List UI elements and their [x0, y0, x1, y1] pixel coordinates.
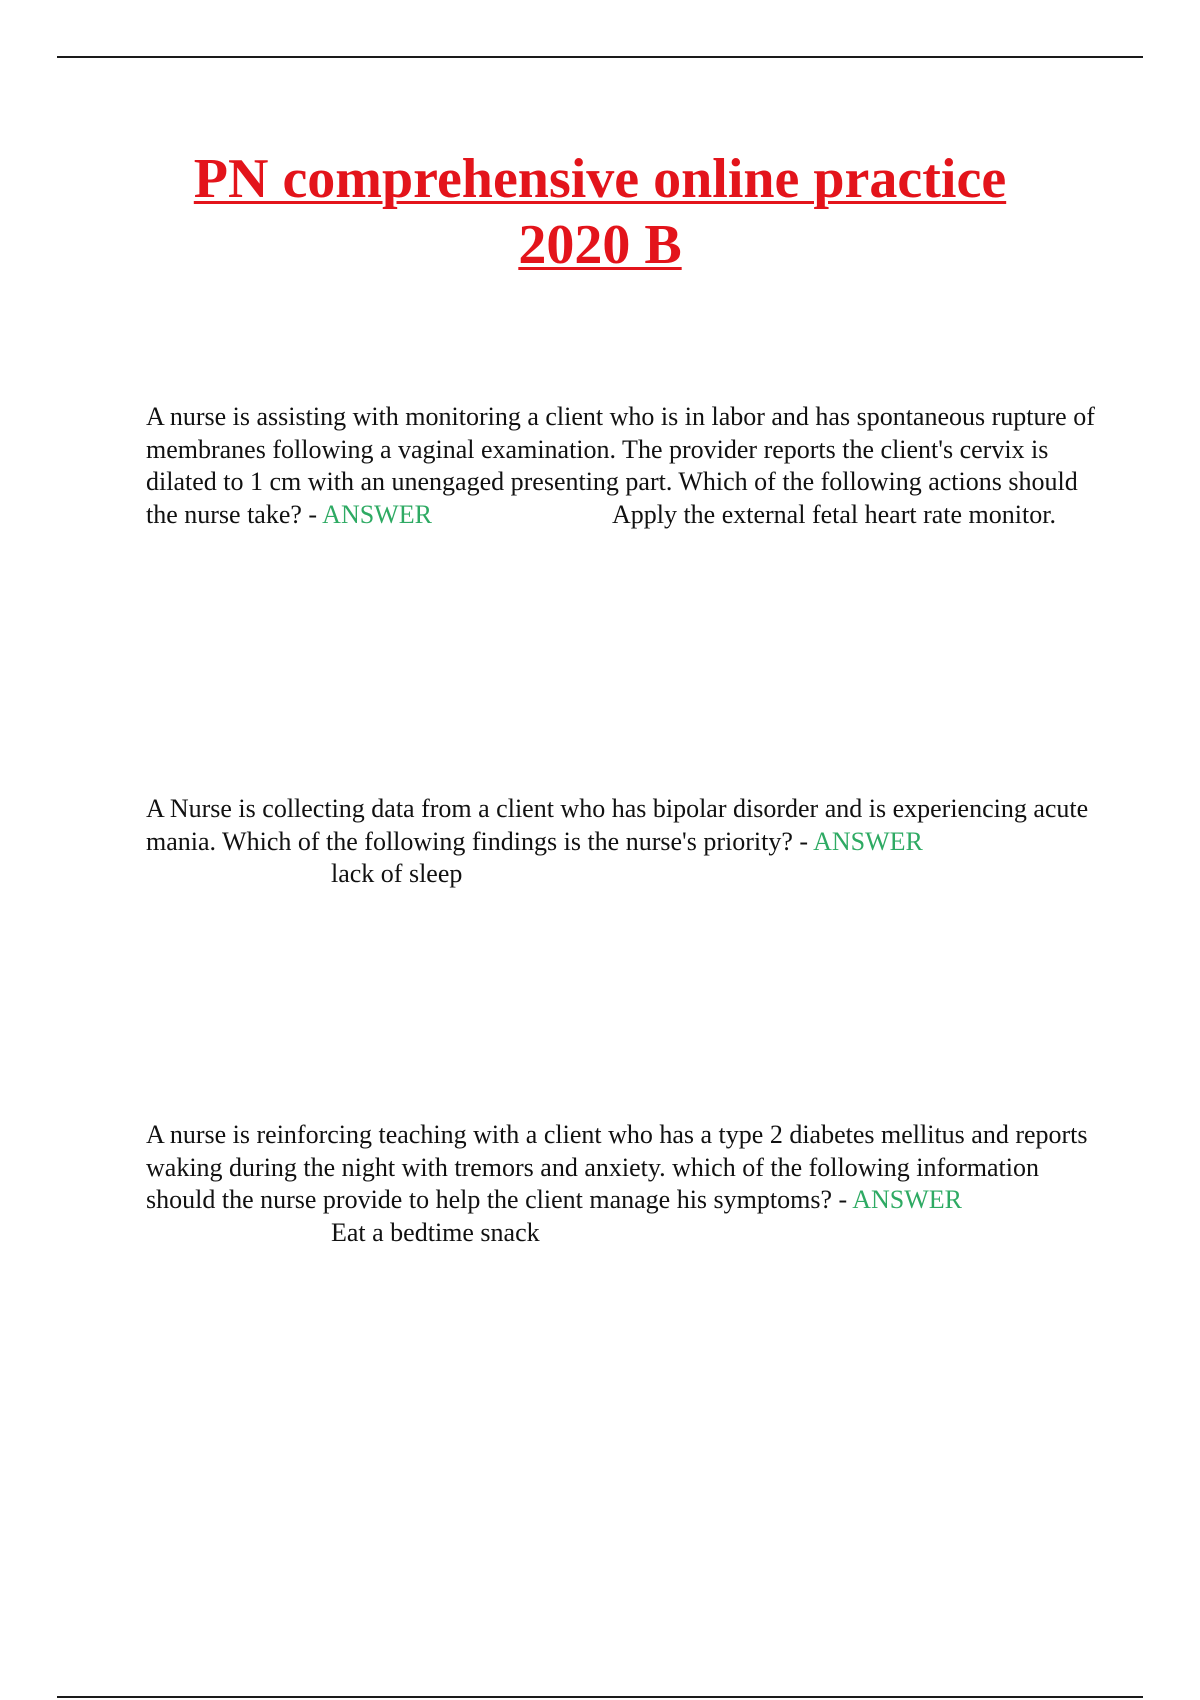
- answer-text: lack of sleep: [331, 859, 463, 888]
- question-2: [146, 793, 1096, 891]
- bottom-divider: [57, 1696, 1143, 1698]
- question-text: A nurse is reinforcing teaching with a client who has a type 2 diabetes mellitus and reports waking during the night with tremors and anxiety. which of the following information should the nurse provide to help the client manage his symptoms? -: [146, 1120, 1088, 1214]
- question-1: [146, 401, 1096, 531]
- title-line-2: 2020 B: [518, 214, 682, 276]
- question-3: [146, 1119, 1096, 1249]
- answer-text: Apply the external fetal heart rate monitor.: [611, 499, 1056, 529]
- answer-label: ANSWER: [322, 499, 432, 529]
- question-text: A nurse is assisting with monitoring a client who is in labor and has spontaneous rupture of membranes following a vaginal examination. The provider reports the client's cervix is dilated to 1 cm with an unengaged presenting part. Which of the following actions should the nurse take? -: [146, 402, 1095, 529]
- page-title: [0, 146, 1200, 278]
- answer-label: ANSWER: [852, 1185, 962, 1214]
- answer-label: ANSWER: [813, 826, 923, 856]
- question-text: A Nurse is collecting data from a client who has bipolar disorder and is experiencing acute mania. Which of the following findings is the nurse's priority? -: [146, 794, 1089, 856]
- title-line-1: PN comprehensive online practice: [193, 148, 1007, 210]
- top-divider: [57, 56, 1143, 58]
- answer-text: Eat a bedtime snack: [331, 1217, 540, 1247]
